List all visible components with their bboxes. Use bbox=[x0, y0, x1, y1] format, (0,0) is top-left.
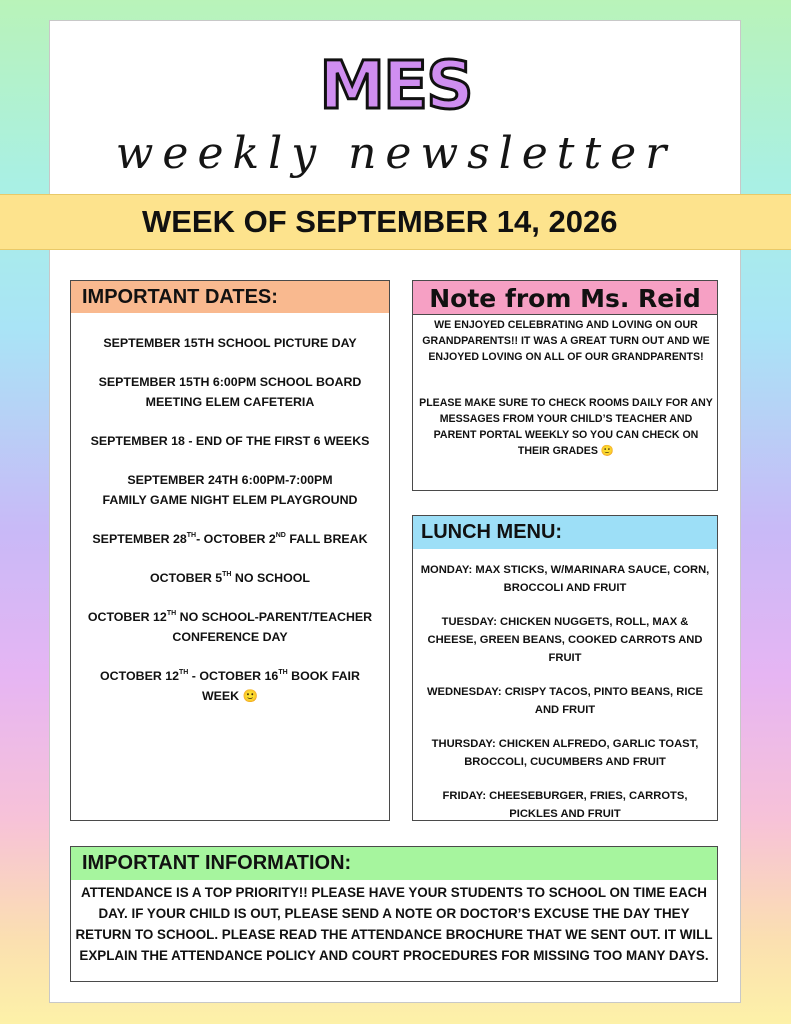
note-paragraph bbox=[417, 395, 715, 459]
date-item bbox=[71, 333, 389, 353]
lunch-day-item: MONDAY: MAX STICKS, W/MARINARA SAUCE, CORN, BROCCOLI AND FRUIT bbox=[420, 564, 710, 594]
date-text: CONFERENCE DAY bbox=[172, 630, 288, 644]
date-item bbox=[71, 470, 389, 510]
important-dates-heading: IMPORTANT DATES: bbox=[70, 280, 390, 315]
ordinal-suffix: TH bbox=[166, 610, 177, 617]
date-text: MEETING ELEM CAFETERIA bbox=[145, 395, 315, 409]
ordinal-suffix: TH bbox=[179, 669, 189, 676]
attendance-text: ATTENDANCE IS A TOP PRIORITY!! PLEASE HAVE YOUR STUDENTS TO SCHOOL ON TIME EACH DAY. IF YOUR CHILD IS OUT, PLEASE SEND A NOTE OR DOCTOR’S EXCUSE THE DAY THEY RETURN TO SCHOOL. PLEASE READ THE ATTENDANCE BROCHURE THAT WE SENT OUT. IT WILL EXPLAIN THE ATTENDANCE POLICY AND COURT PROCEDURES FOR MISSING TOO MANY DAYS. bbox=[75, 885, 713, 963]
date-text: WEEK bbox=[201, 689, 240, 703]
brand-title: MES bbox=[319, 47, 472, 124]
date-item bbox=[71, 529, 389, 549]
note-heading: Note from Ms. Reid bbox=[412, 280, 718, 315]
ordinal-suffix: ND bbox=[275, 532, 286, 539]
date-item bbox=[71, 666, 389, 706]
date-text: NO SCHOOL bbox=[231, 571, 310, 585]
important-information-heading: IMPORTANT INFORMATION: bbox=[70, 846, 718, 881]
date-text: NO SCHOOL-PARENT/TEACHER bbox=[176, 610, 373, 624]
date-text: OCTOBER 12 bbox=[100, 669, 180, 683]
date-item bbox=[71, 372, 389, 412]
date-text: FALL BREAK bbox=[285, 532, 368, 546]
date-text: - OCTOBER 16 bbox=[188, 669, 279, 683]
date-text: SEPTEMBER 28 bbox=[92, 532, 187, 546]
date-text: OCTOBER 12 bbox=[87, 610, 167, 624]
lunch-menu-list bbox=[413, 561, 717, 839]
week-banner bbox=[0, 194, 791, 250]
date-text: SEPTEMBER 15TH SCHOOL PICTURE DAY bbox=[103, 336, 357, 350]
week-of-label: WEEK OF SEPTEMBER 14, 2026 bbox=[142, 204, 618, 239]
lunch-day-item: THURSDAY: CHICKEN ALFREDO, GARLIC TOAST, BROCCOLI, CUCUMBERS AND FRUIT bbox=[431, 738, 699, 768]
note-panel bbox=[412, 315, 718, 491]
smile-emoji-icon: 🙂 bbox=[600, 445, 615, 457]
date-text: SEPTEMBER 15TH 6:00PM SCHOOL BOARD bbox=[98, 375, 362, 389]
date-text: SEPTEMBER 24TH 6:00PM-7:00PM bbox=[127, 473, 333, 487]
important-information-panel bbox=[70, 880, 718, 982]
note-text: PLEASE MAKE SURE TO CHECK ROOMS DAILY FOR ANY MESSAGES FROM YOUR CHILD’S TEACHER AND PARENT PORTAL WEEKLY SO YOU CAN CHECK ON THEIR GRADES bbox=[419, 397, 713, 457]
date-text: SEPTEMBER 18 - END OF THE FIRST 6 WEEKS bbox=[90, 434, 370, 448]
date-item bbox=[71, 607, 389, 647]
note-text: WE ENJOYED CELEBRATING AND LOVING ON OUR GRANDPARENTS!! IT WAS A GREAT TURN OUT AND WE ENJOYED LOVING ON ALL OF OUR GRANDPARENTS! bbox=[422, 319, 710, 363]
lunch-day-item: TUESDAY: CHICKEN NUGGETS, ROLL, MAX & CHEESE, GREEN BEANS, COOKED CARROTS AND FRUIT bbox=[427, 616, 703, 664]
note-paragraph bbox=[417, 317, 715, 365]
date-item bbox=[71, 568, 389, 588]
date-text: OCTOBER 5 bbox=[150, 571, 223, 585]
ordinal-suffix: TH bbox=[278, 669, 288, 676]
date-text: FAMILY GAME NIGHT ELEM PLAYGROUND bbox=[102, 493, 358, 507]
important-dates-list bbox=[71, 333, 389, 725]
lunch-day-item: FRIDAY: CHEESEBURGER, FRIES, CARROTS, PICKLES AND FRUIT bbox=[442, 790, 688, 820]
ordinal-suffix: TH bbox=[222, 571, 232, 578]
date-text: BOOK FAIR bbox=[287, 669, 360, 683]
smile-emoji-icon: 🙂 bbox=[242, 688, 259, 703]
ordinal-suffix: TH bbox=[186, 532, 197, 539]
important-dates-panel bbox=[70, 313, 390, 821]
date-item bbox=[71, 431, 389, 451]
date-text: - OCTOBER 2 bbox=[196, 532, 276, 546]
lunch-menu-panel bbox=[412, 549, 718, 821]
lunch-menu-heading: LUNCH MENU: bbox=[412, 515, 718, 550]
lunch-day-item: WEDNESDAY: CRISPY TACOS, PINTO BEANS, RICE AND FRUIT bbox=[427, 686, 703, 716]
newsletter-subtitle: weekly newsletter bbox=[115, 128, 676, 179]
